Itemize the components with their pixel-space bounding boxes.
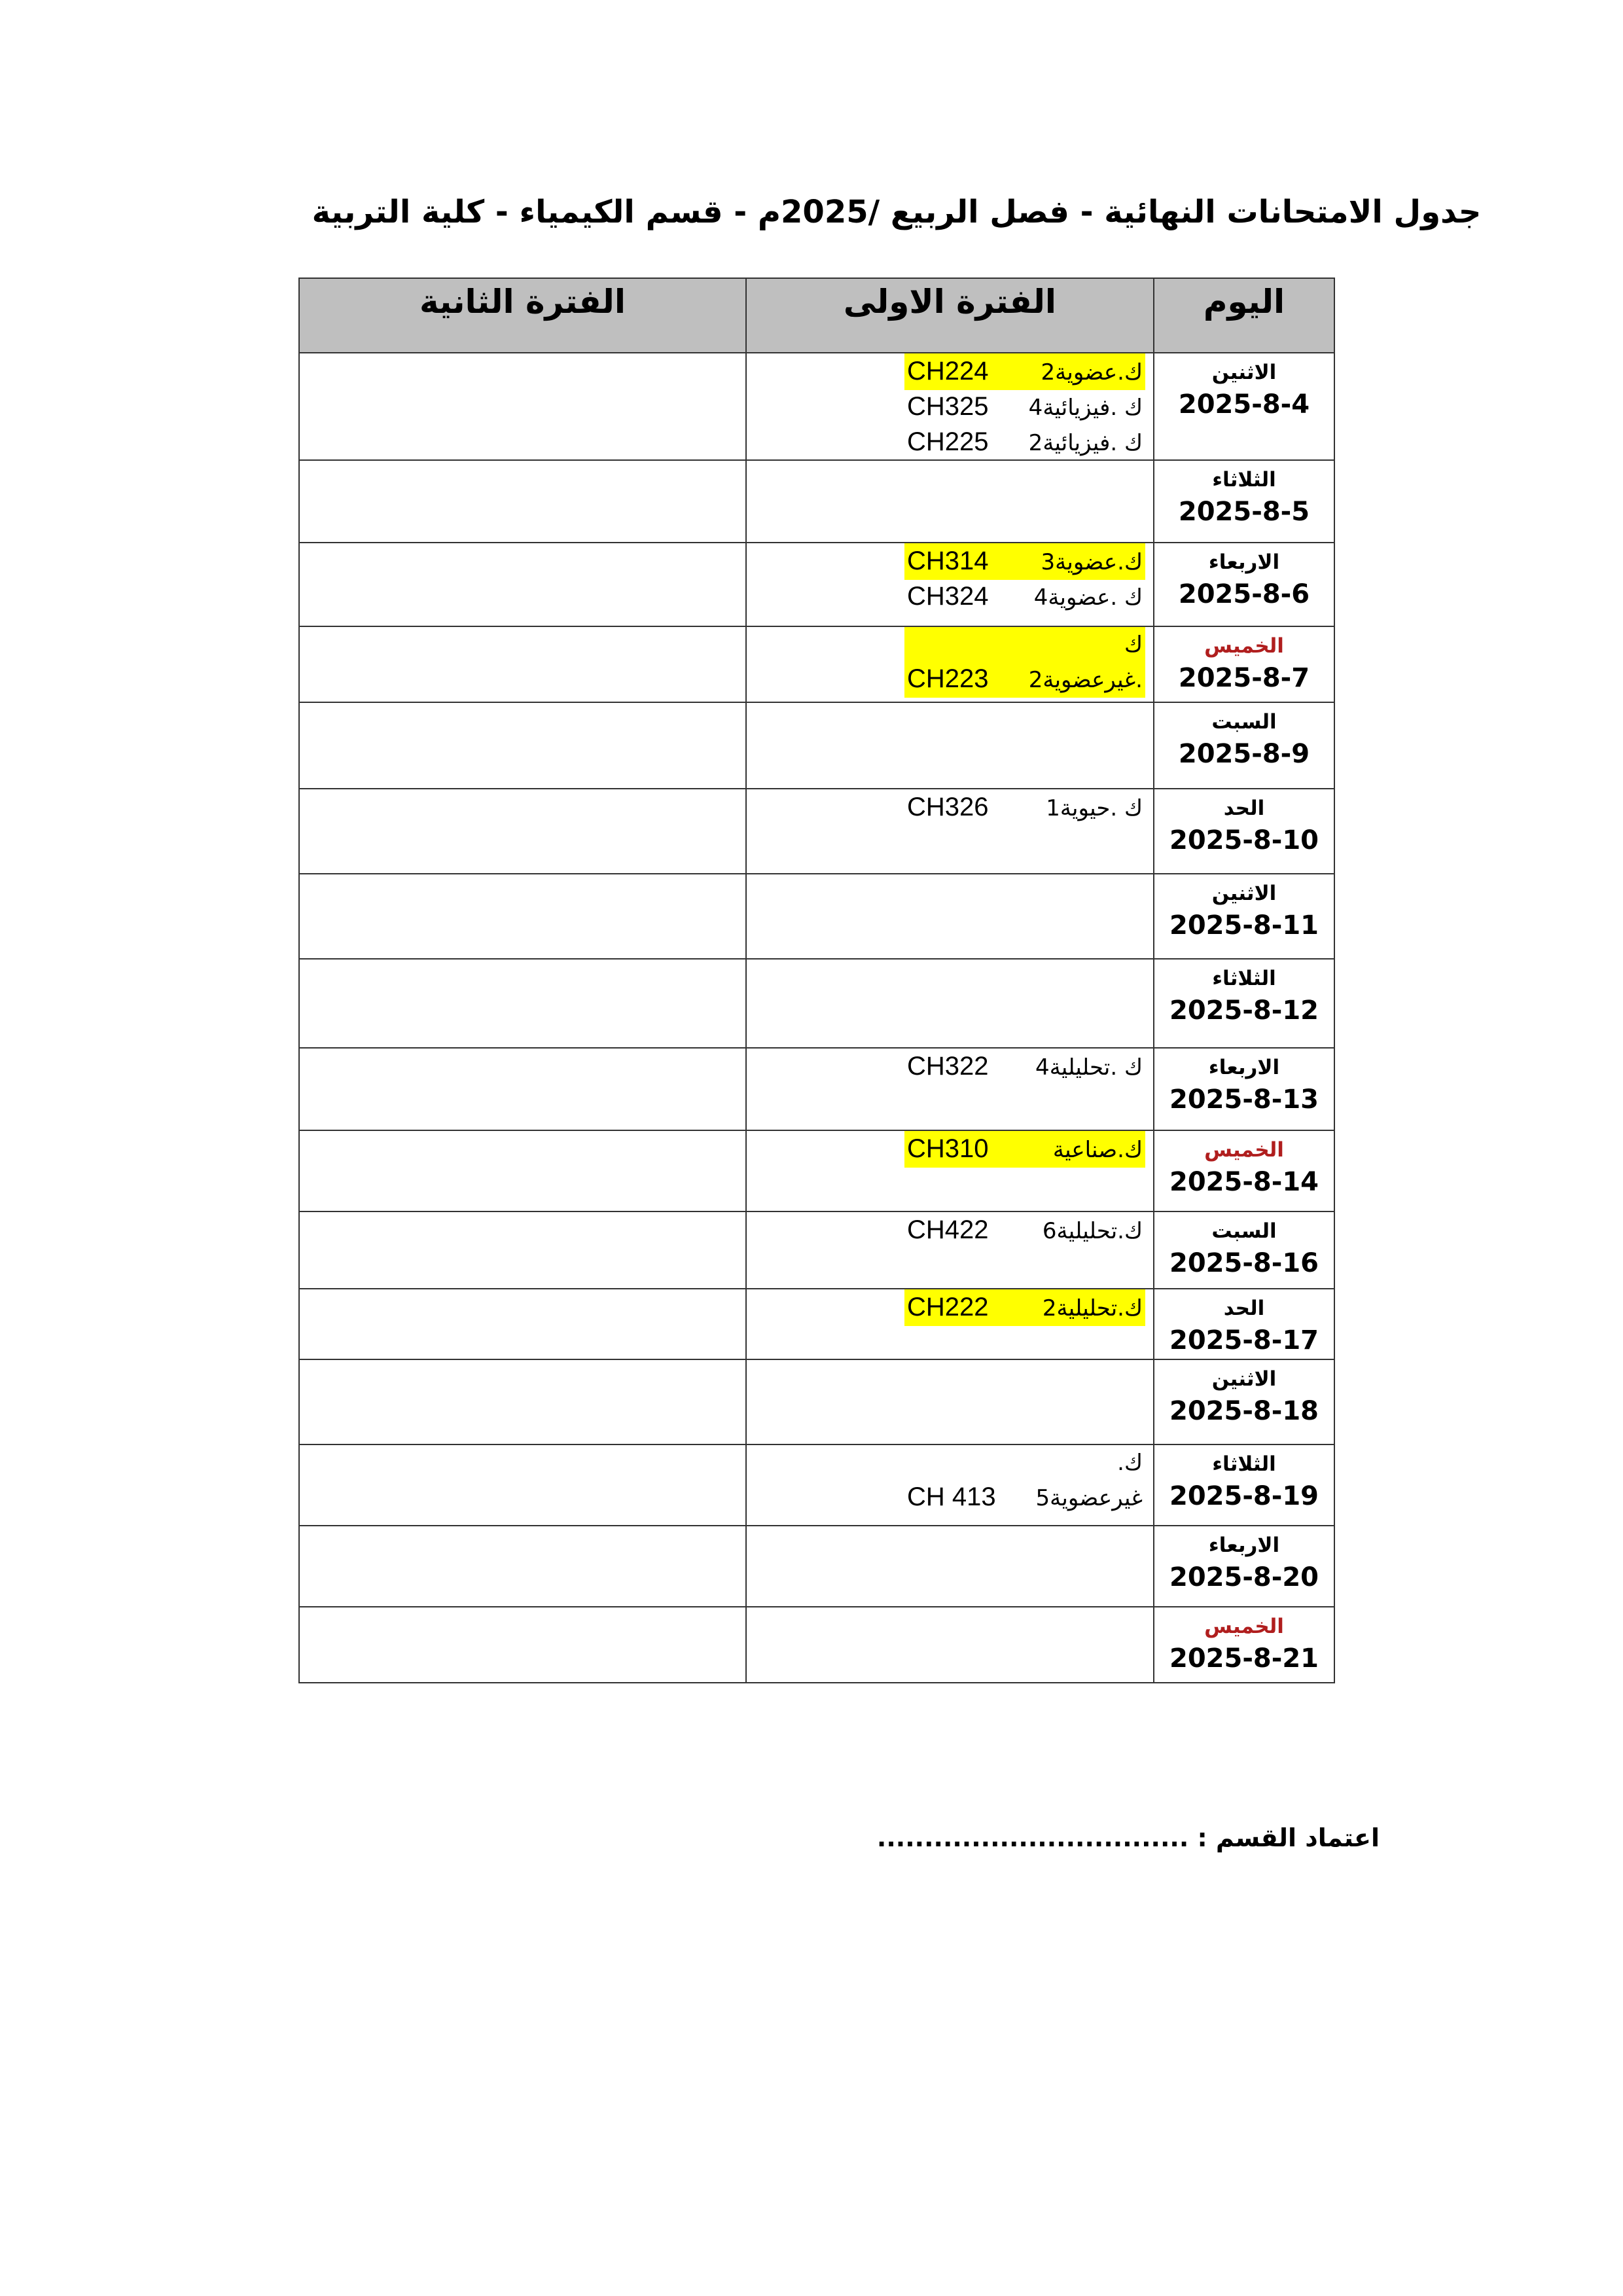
period2-cell [299, 1289, 746, 1359]
exam-course-name: ك.تحليلية6 [1042, 1218, 1143, 1244]
exam-entry-content [904, 543, 1145, 580]
day-name: الاثنين [1211, 361, 1277, 384]
header-period1: الفترة الاولى [746, 278, 1154, 353]
day-date: 2025-8-13 [1169, 1085, 1319, 1115]
day-cell [1154, 543, 1334, 626]
day-date: 2025-8-17 [1169, 1325, 1319, 1355]
period1-cell [746, 1526, 1154, 1607]
period1-cell [746, 1211, 1154, 1289]
exam-course-name: ك.عضوية3 [1041, 549, 1143, 575]
period1-cell [746, 959, 1154, 1048]
day-date: 2025-8-7 [1178, 663, 1310, 693]
day-cell [1154, 702, 1334, 789]
exam-entry [747, 424, 1145, 459]
day-date: 2025-8-18 [1169, 1396, 1319, 1426]
period1-cell [746, 789, 1154, 874]
exam-entry [747, 1049, 1145, 1084]
day-cell [1154, 789, 1334, 874]
day-date: 2025-8-16 [1169, 1248, 1319, 1278]
period2-cell [299, 1444, 746, 1526]
header-period2: الفترة الثانية [299, 278, 746, 353]
day-cell [1154, 1211, 1334, 1289]
period1-cell [746, 1444, 1154, 1526]
table-row [299, 1048, 1334, 1130]
exam-entry-content [904, 389, 1145, 425]
period2-cell [299, 1359, 746, 1444]
table-row [299, 1211, 1334, 1289]
day-cell [1154, 626, 1334, 702]
period1-cell [746, 1607, 1154, 1683]
exam-course-code: CH325 [907, 392, 989, 421]
table-row [299, 1289, 1334, 1359]
day-date: 2025-8-11 [1169, 910, 1319, 941]
period2-cell [299, 702, 746, 789]
exam-course-name: ك .فيزيائية2 [1028, 430, 1143, 456]
period1-cell [746, 1359, 1154, 1444]
table-row [299, 543, 1334, 626]
exam-course-code: CH322 [907, 1052, 989, 1081]
title-text: جدول الامتحانات النهائية - فصل الربيع /2025م - قسم الكيمياء - كلية التربية [312, 194, 1482, 230]
day-cell [1154, 874, 1334, 959]
period1-cell [746, 1130, 1154, 1211]
period1-cell [746, 702, 1154, 789]
exam-entry [747, 1289, 1145, 1325]
table-row [299, 353, 1334, 460]
day-name: الاربعاء [1208, 1056, 1280, 1079]
period1-cell [746, 1048, 1154, 1130]
day-date: 2025-8-6 [1178, 579, 1310, 609]
exam-course-name: ك .عضوية4 [1033, 584, 1143, 611]
exam-course-code: CH422 [907, 1215, 989, 1244]
exam-course-code: CH310 [907, 1134, 989, 1163]
day-cell [1154, 1607, 1334, 1683]
header-day: اليوم [1154, 278, 1334, 353]
period1-cell [746, 874, 1154, 959]
exam-entry-content [904, 627, 1145, 698]
table-row [299, 626, 1334, 702]
period2-cell [299, 353, 746, 460]
period2-cell [299, 460, 746, 543]
exam-course-code: CH324 [907, 582, 989, 611]
page-title [0, 194, 1623, 230]
exam-course-name: ك .غيرعضوية2 [1028, 632, 1143, 693]
exam-entry-content [904, 1212, 1145, 1249]
exam-course-name: ك.عضوية2 [1041, 359, 1143, 386]
table-row [299, 1359, 1334, 1444]
exam-course-code: CH314 [907, 547, 989, 575]
exam-entry [747, 627, 1145, 693]
exam-entry-content [904, 353, 1145, 390]
day-date: 2025-8-9 [1178, 739, 1310, 769]
table-row [299, 1130, 1334, 1211]
day-name: الخميس [1204, 634, 1284, 658]
day-cell [1154, 1048, 1334, 1130]
table-row [299, 1444, 1334, 1526]
table-row [299, 1526, 1334, 1607]
day-date: 2025-8-19 [1169, 1481, 1319, 1511]
exam-course-name: ك .فيزيائية4 [1028, 395, 1143, 421]
exam-course-name: ك .تحليلية4 [1035, 1054, 1143, 1081]
exam-entry [747, 789, 1145, 825]
table-row [299, 959, 1334, 1048]
exam-course-name: ك.صناعية [1052, 1137, 1143, 1163]
exam-entry [747, 1445, 1145, 1511]
day-date: 2025-8-21 [1169, 1643, 1319, 1674]
department-approval: اعتماد القسم : ................................. [876, 1823, 1380, 1852]
day-name: الثلاثاء [1212, 967, 1276, 990]
day-date: 2025-8-5 [1178, 497, 1310, 527]
exam-course-code: CH222 [907, 1293, 989, 1321]
day-cell [1154, 959, 1334, 1048]
period1-cell [746, 460, 1154, 543]
exam-course-name: ك. غيرعضوية5 [1035, 1450, 1143, 1511]
day-cell [1154, 1444, 1334, 1526]
period2-cell [299, 959, 746, 1048]
schedule-body [299, 353, 1334, 1683]
day-name: الثلاثاء [1212, 1452, 1276, 1476]
day-date: 2025-8-4 [1178, 389, 1310, 420]
table-row [299, 874, 1334, 959]
exam-course-code: CH225 [907, 427, 989, 456]
exam-entry-content [904, 1445, 1145, 1516]
day-name: الاثنين [1211, 882, 1277, 905]
day-date: 2025-8-20 [1169, 1562, 1319, 1592]
exam-course-name: ك .حيوية1 [1046, 795, 1143, 821]
exam-course-code: CH 413 [907, 1482, 996, 1511]
exam-course-code: CH224 [907, 357, 989, 386]
day-cell [1154, 1289, 1334, 1359]
day-name: الحد [1223, 1297, 1265, 1320]
day-date: 2025-8-10 [1169, 825, 1319, 855]
table-row [299, 702, 1334, 789]
exam-entry [747, 579, 1145, 614]
exam-entry [747, 1131, 1145, 1166]
period1-cell [746, 626, 1154, 702]
day-name: الاربعاء [1208, 550, 1280, 574]
period1-cell [746, 543, 1154, 626]
exam-entry-content [904, 1049, 1145, 1085]
period2-cell [299, 874, 746, 959]
day-name: الحد [1223, 797, 1265, 820]
day-cell [1154, 1130, 1334, 1211]
table-row [299, 460, 1334, 543]
exam-entry-content [904, 1131, 1145, 1168]
day-name: الخميس [1204, 1615, 1284, 1638]
period2-cell [299, 543, 746, 626]
exam-course-code: CH223 [907, 664, 989, 693]
day-name: الاثنين [1211, 1367, 1277, 1391]
period1-cell [746, 353, 1154, 460]
exam-course-name: ك.تحليلية2 [1042, 1295, 1143, 1321]
header-row [299, 278, 1334, 353]
day-cell [1154, 460, 1334, 543]
day-date: 2025-8-14 [1169, 1167, 1319, 1197]
exam-schedule-table [298, 278, 1335, 1683]
day-cell [1154, 1526, 1334, 1607]
exam-entry-content [904, 1289, 1145, 1326]
exam-entry [747, 1212, 1145, 1247]
exam-entry-content [904, 789, 1145, 826]
period2-cell [299, 1607, 746, 1683]
exam-entry-content [904, 424, 1145, 461]
day-name: السبت [1211, 1219, 1277, 1243]
exam-entry [747, 543, 1145, 579]
period2-cell [299, 1526, 746, 1607]
period2-cell [299, 789, 746, 874]
day-name: الخميس [1204, 1138, 1284, 1162]
day-date: 2025-8-12 [1169, 996, 1319, 1026]
exam-entry-content [904, 579, 1145, 615]
table-row [299, 1607, 1334, 1683]
day-cell [1154, 353, 1334, 460]
period2-cell [299, 626, 746, 702]
period2-cell [299, 1211, 746, 1289]
table-row [299, 789, 1334, 874]
exam-entry [747, 389, 1145, 424]
exam-course-code: CH326 [907, 793, 989, 821]
day-name: الاربعاء [1208, 1534, 1280, 1557]
period2-cell [299, 1130, 746, 1211]
exam-entry [747, 353, 1145, 389]
period2-cell [299, 1048, 746, 1130]
day-name: السبت [1211, 710, 1277, 734]
day-name: الثلاثاء [1212, 468, 1276, 492]
period1-cell [746, 1289, 1154, 1359]
day-cell [1154, 1359, 1334, 1444]
